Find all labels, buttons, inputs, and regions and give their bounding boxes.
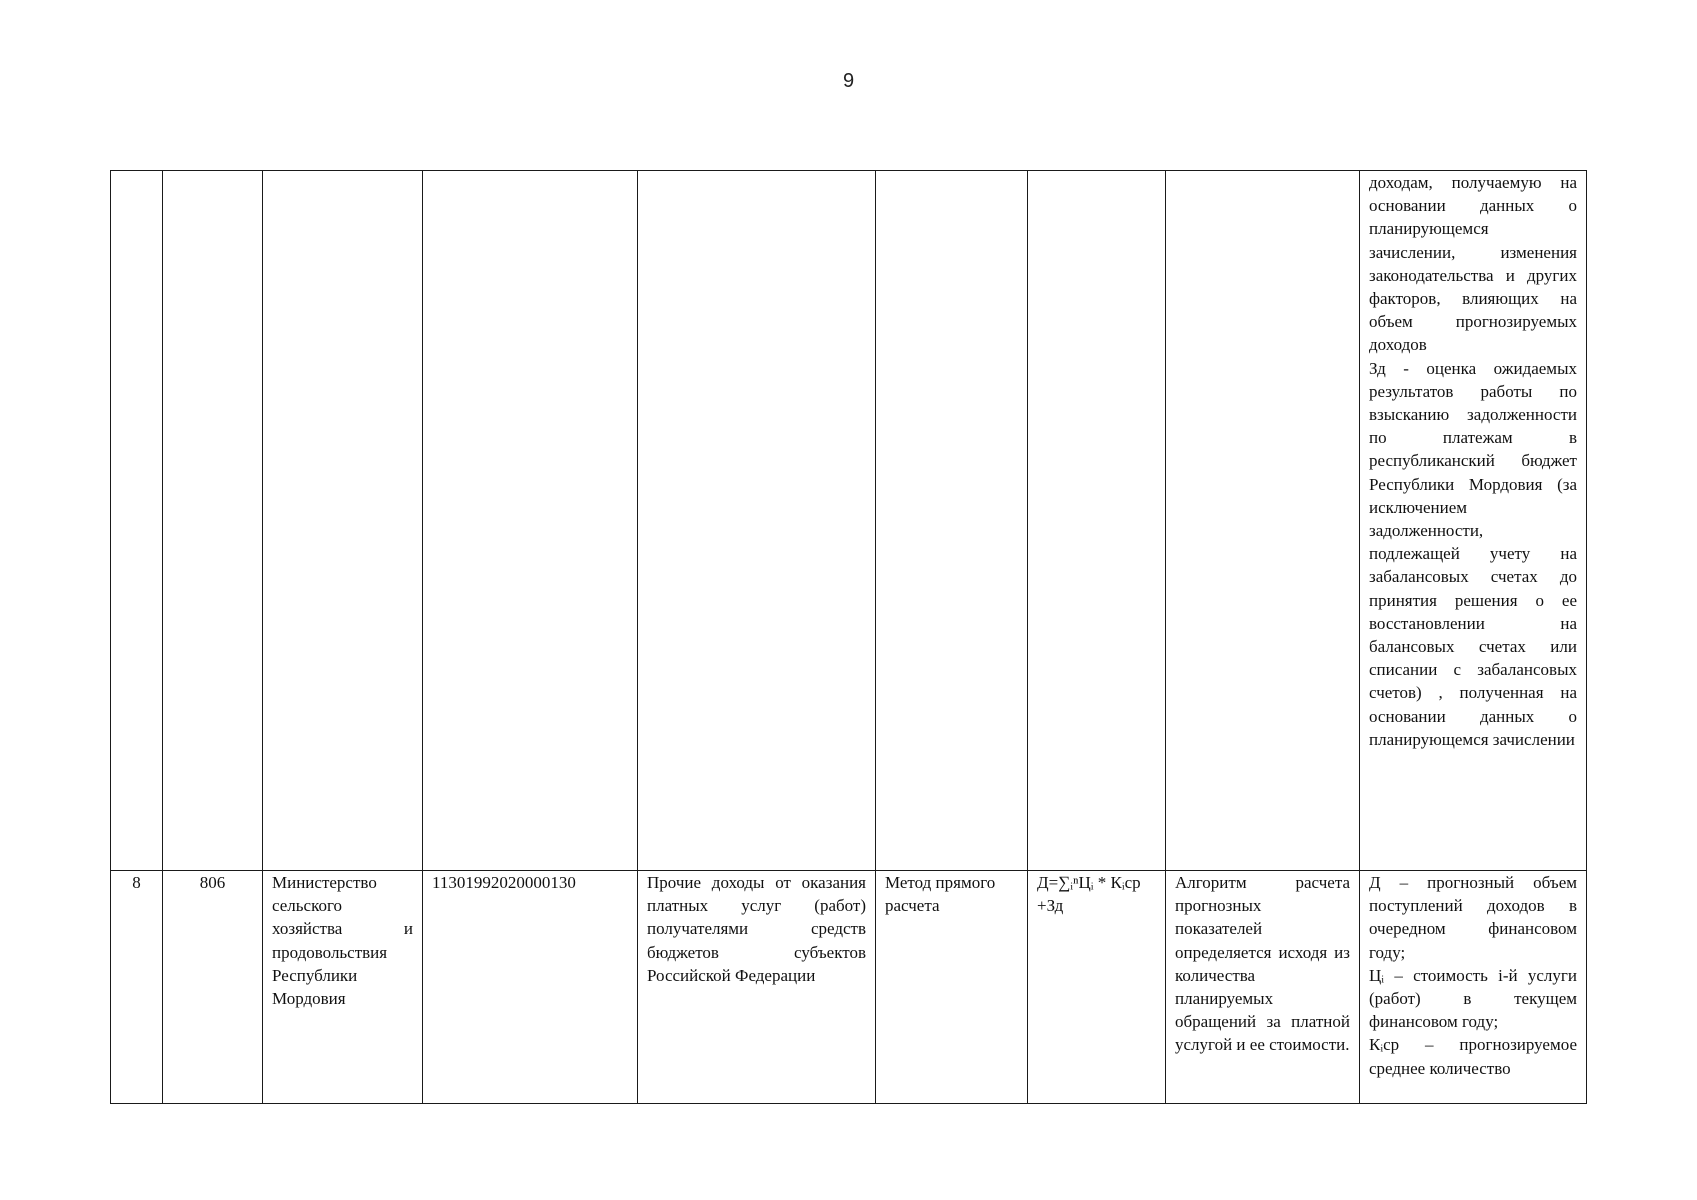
table-row [111, 171, 1587, 871]
cell-formula: Д=∑ᵢⁿЦᵢ * Кᵢср +Зд [1028, 871, 1166, 1104]
cell-algorithm: Алгоритм расчета прогнозных показателей определяется исходя из количества планируемых обращений за платной услугой и ее стоимости. [1166, 871, 1360, 1104]
page-number: 9 [842, 70, 855, 92]
table-row [111, 871, 1587, 1104]
revenue-forecast-table [110, 170, 1587, 1104]
cell-kbk [423, 171, 638, 871]
cell-administrator: Министерство сельского хозяйства и продовольствия Республики Мордовия [263, 871, 423, 1104]
cell-kbk: 11301992020000130 [423, 871, 638, 1104]
cell-algorithm [1166, 171, 1360, 871]
cell-income-name: Прочие доходы от оказания платных услуг (работ) получателями средств бюджетов субъектов Российской Федерации [638, 871, 876, 1104]
cell-code [163, 171, 263, 871]
cell-method: Метод прямого расчета [876, 871, 1028, 1104]
cell-administrator [263, 171, 423, 871]
cell-number: 8 [111, 871, 163, 1104]
cell-number [111, 171, 163, 871]
cell-description: Д – прогнозный объем поступлений доходов в очередном финансовом году; Цᵢ – стоимость i-й услуги (работ) в текущем финансовом году; Кᵢср – прогнозируемое среднее количество [1360, 871, 1587, 1104]
cell-code: 806 [163, 871, 263, 1104]
cell-method [876, 171, 1028, 871]
cell-formula [1028, 171, 1166, 871]
cell-description: доходам, получаемую на основании данных о планирующемся зачислении, изменения законодательства и других факторов, влияющих на объем прогнозируемых доходов Зд - оценка ожидаемых результатов работы по взысканию задолженности по платежам в республиканский бюджет Республики Мордовия (за исключением задолженности, подлежащей учету на забалансовых счетах до принятия решения о ее восстановлении на балансовых счетах или списании с забалансовых счетов) , полученная на основании данных о планирующемся зачислении [1360, 171, 1587, 871]
cell-income-name [638, 171, 876, 871]
